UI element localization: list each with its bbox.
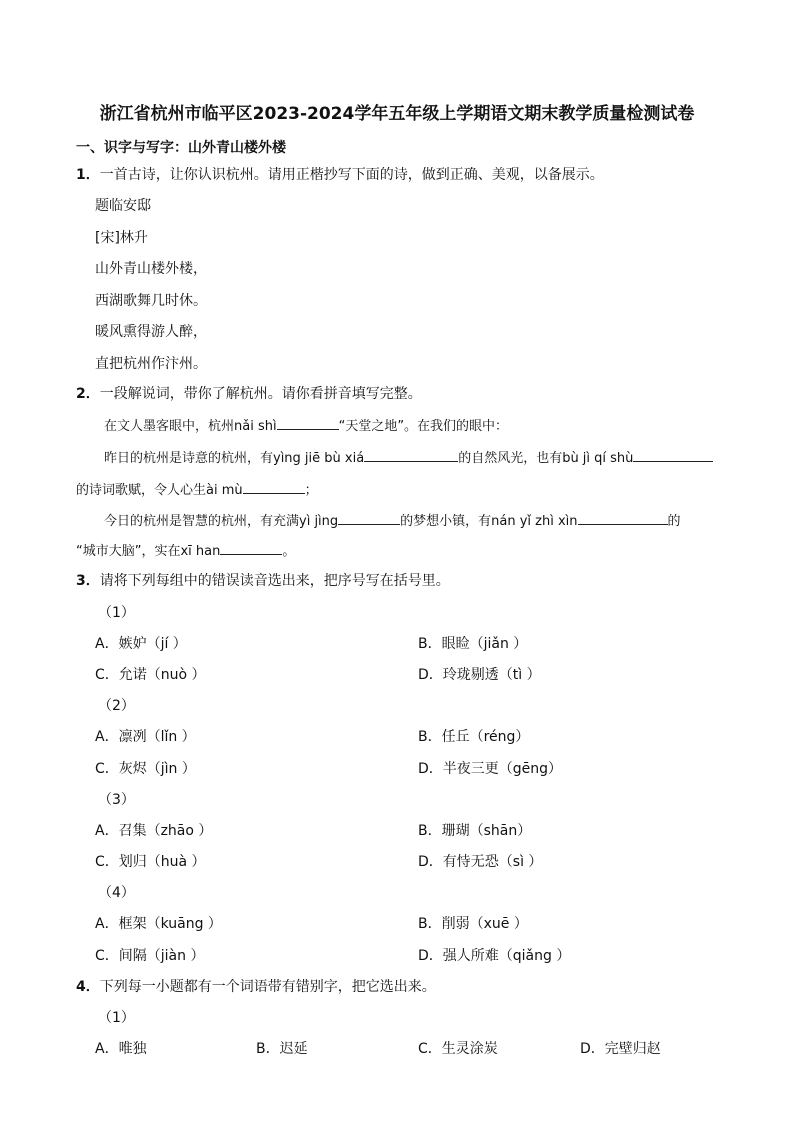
option-b[interactable]: B．迟延 bbox=[256, 1041, 308, 1057]
section-heading: 一、识字与写字：山外青山楼外楼 bbox=[76, 140, 286, 156]
question-2 bbox=[76, 384, 422, 404]
question-number: 3． bbox=[76, 573, 100, 589]
option-a[interactable]: A．召集（zhāo ） bbox=[95, 823, 213, 839]
group-label: （2） bbox=[98, 698, 135, 714]
passage-line: 今日的杭州是智慧的杭州，有充满yì jìng 的梦想小镇，有nán yǐ zhì xìn 的 bbox=[104, 510, 681, 532]
option-c[interactable]: C．允诺（nuò ） bbox=[95, 667, 206, 683]
question-number: 2． bbox=[76, 386, 100, 402]
passage-line: 在文人墨客眼中，杭州nǎi shì “天堂之地”。在我们的眼中： bbox=[104, 415, 508, 437]
option-a[interactable]: A．嫉妒（jí ） bbox=[95, 636, 187, 652]
question-number: 1． bbox=[76, 167, 100, 183]
passage-line: 的诗词歌赋，令人心生ài mù ； bbox=[76, 479, 318, 501]
question-1 bbox=[76, 165, 604, 185]
option-c[interactable]: C．间隔（jiàn ） bbox=[95, 948, 205, 964]
fill-blank[interactable] bbox=[277, 415, 339, 430]
option-b[interactable]: B．眼睑（jiǎn ） bbox=[418, 636, 528, 652]
poem-line: 山外青山楼外楼， bbox=[95, 261, 207, 277]
passage-line: “城市大脑”，实在xī han 。 bbox=[76, 540, 295, 562]
option-d[interactable]: D．强人所难（qiǎng ） bbox=[418, 948, 571, 964]
option-c[interactable]: C．生灵涂炭 bbox=[418, 1041, 498, 1057]
option-b[interactable]: B．珊瑚（shān） bbox=[418, 823, 532, 839]
poem-author: [宋]林升 bbox=[95, 230, 148, 246]
option-b[interactable]: B．任丘（réng） bbox=[418, 729, 530, 745]
poem-line: 直把杭州作汴州。 bbox=[95, 356, 207, 372]
option-a[interactable]: A．框架（kuāng ） bbox=[95, 916, 222, 932]
page-title: 浙江省杭州市临平区2023-2024学年五年级上学期语文期末教学质量检测试卷 bbox=[99, 104, 695, 124]
option-b[interactable]: B．削弱（xuē ） bbox=[418, 916, 528, 932]
option-a[interactable]: A．凛冽（lǐn ） bbox=[95, 729, 196, 745]
question-stem: 一段解说词，带你了解杭州。请你看拼音填写完整。 bbox=[99, 386, 422, 402]
group-label: （1） bbox=[98, 1010, 135, 1026]
question-stem: 一首古诗，让你认识杭州。请用正楷抄写下面的诗，做到正确、美观，以备展示。 bbox=[99, 167, 604, 183]
group-label: （3） bbox=[98, 792, 135, 808]
option-c[interactable]: C．划归（huà ） bbox=[95, 854, 206, 870]
fill-blank[interactable] bbox=[364, 447, 458, 462]
question-stem: 下列每一小题都有一个词语带有错别字，把它选出来。 bbox=[99, 979, 436, 995]
group-label: （4） bbox=[98, 885, 135, 901]
fill-blank[interactable] bbox=[220, 540, 282, 555]
option-c[interactable]: C．灰烬（jìn ） bbox=[95, 761, 196, 777]
option-a[interactable]: A．唯独 bbox=[95, 1041, 147, 1057]
question-number: 4． bbox=[76, 979, 100, 995]
fill-blank[interactable] bbox=[633, 447, 713, 462]
fill-blank[interactable] bbox=[243, 479, 305, 494]
question-4 bbox=[76, 977, 436, 997]
poem-title: 题临安邸 bbox=[95, 198, 151, 214]
poem-line: 暖风熏得游人醉， bbox=[95, 324, 207, 340]
option-d[interactable]: D．完壁归赵 bbox=[580, 1041, 661, 1057]
option-d[interactable]: D．玲珑剔透（tì ） bbox=[418, 667, 541, 683]
fill-blank[interactable] bbox=[338, 510, 400, 525]
question-stem: 请将下列每组中的错误读音选出来，把序号写在括号里。 bbox=[99, 573, 450, 589]
poem-line: 西湖歌舞几时休。 bbox=[95, 293, 207, 309]
option-d[interactable]: D．有恃无恐（sì ） bbox=[418, 854, 543, 870]
option-d[interactable]: D．半夜三更（gēng） bbox=[418, 761, 563, 777]
passage-line: 昨日的杭州是诗意的杭州，有yìng jiē bù xiá 的自然风光，也有bù jì qí shù bbox=[104, 447, 713, 469]
group-label: （1） bbox=[98, 605, 135, 621]
question-3 bbox=[76, 571, 450, 591]
fill-blank[interactable] bbox=[578, 510, 668, 525]
